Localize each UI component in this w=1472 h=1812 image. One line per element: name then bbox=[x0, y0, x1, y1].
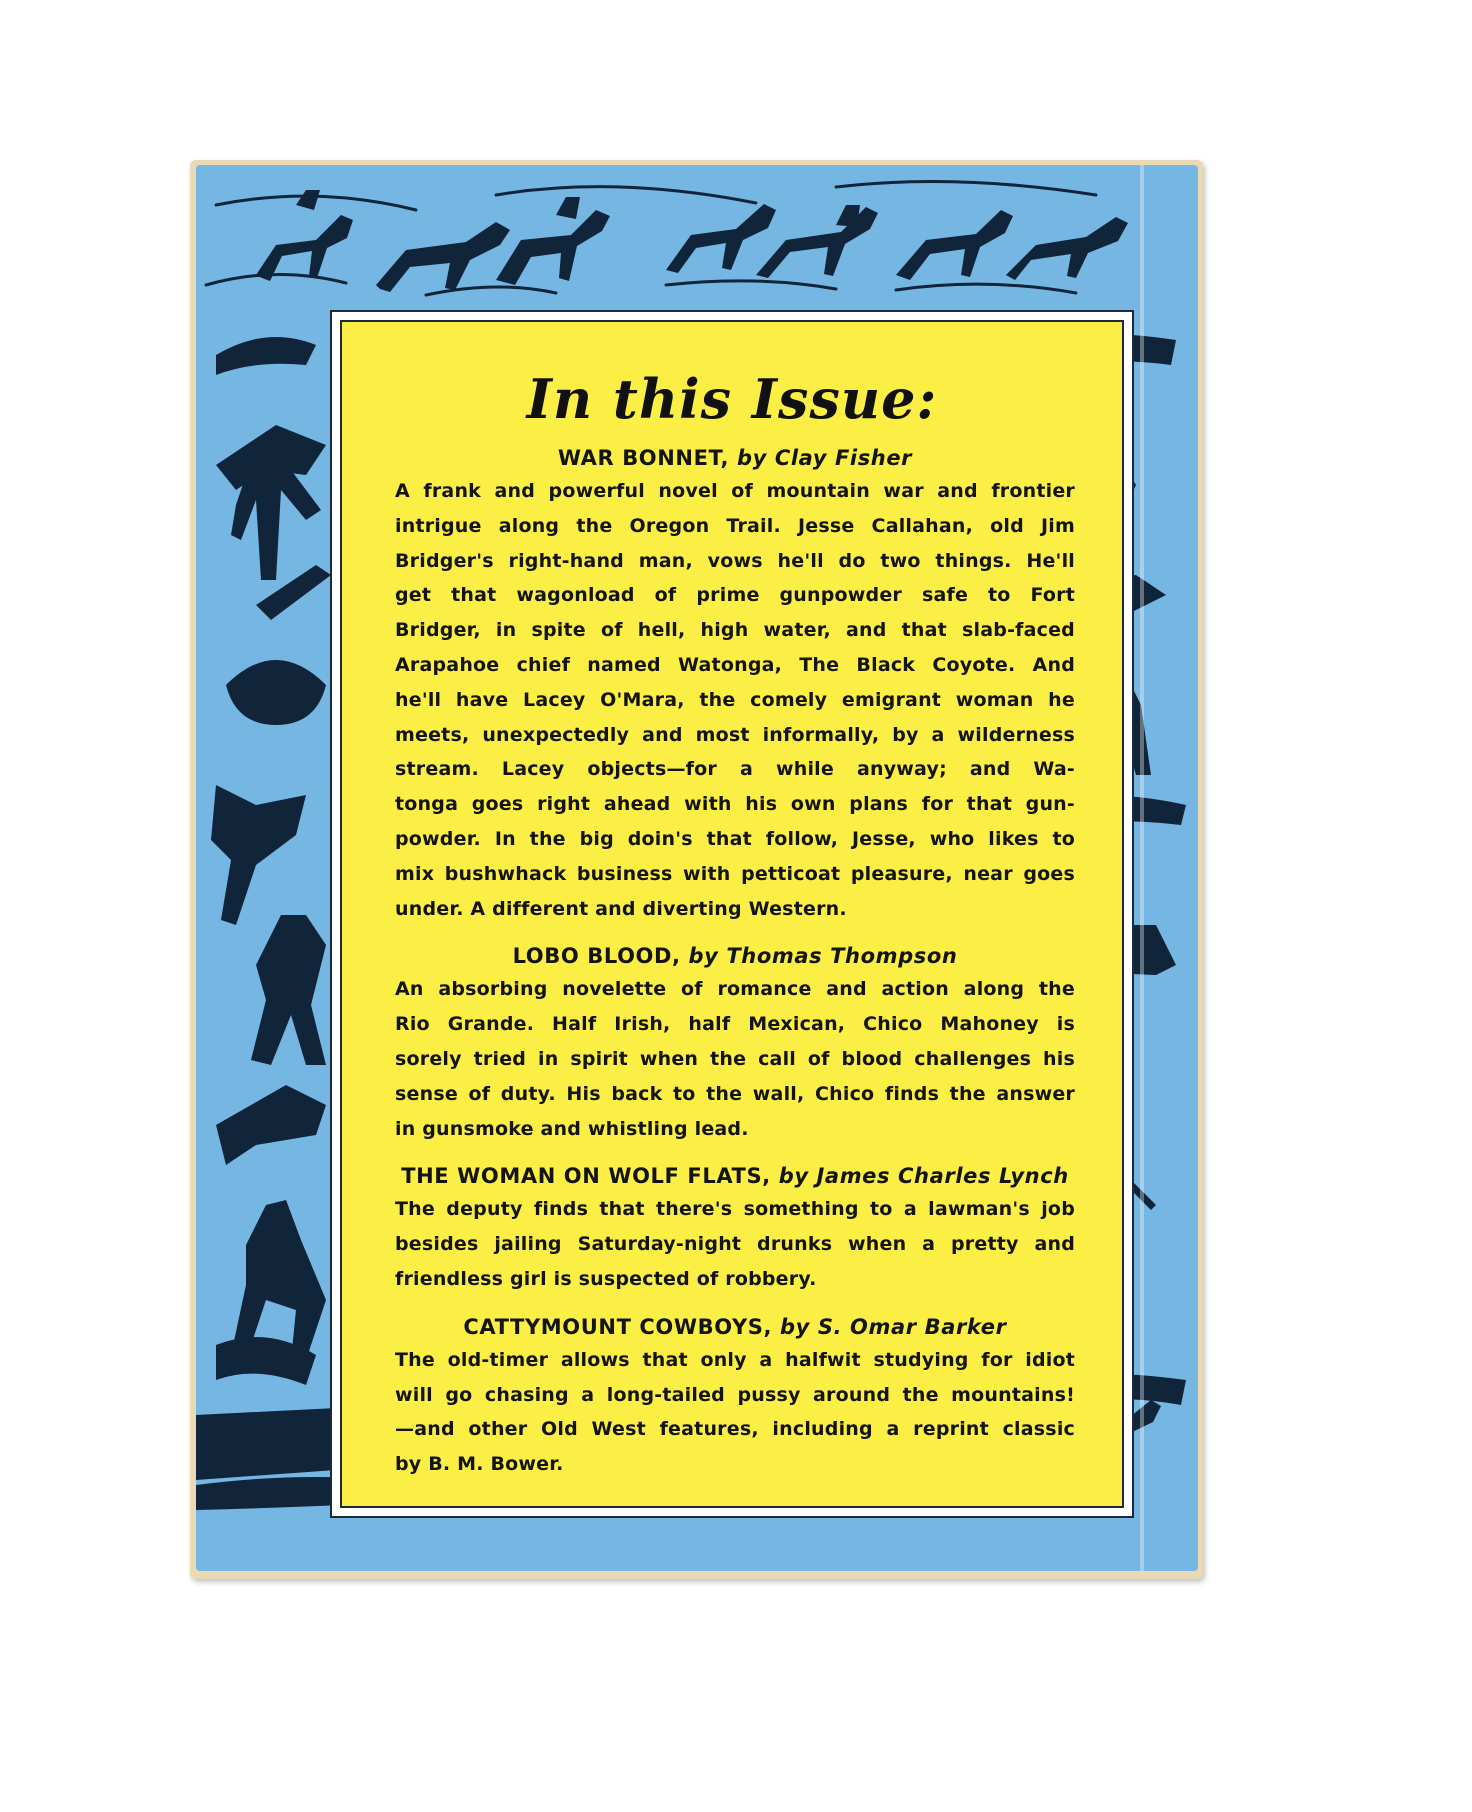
story-heading bbox=[395, 1160, 1075, 1192]
description-line: Rio Grande. Half Irish, half Mexican, Chico Mahoney is bbox=[395, 1013, 1075, 1036]
story-author: by Clay Fisher bbox=[736, 446, 913, 470]
description-line: Bridger's right-hand man, vows he'll do two things. He'll bbox=[395, 549, 1075, 572]
story-entry bbox=[395, 1311, 1075, 1482]
story-list bbox=[395, 442, 1075, 1496]
story-author: by Thomas Thompson bbox=[688, 944, 958, 969]
issue-title: In this Issue: bbox=[526, 367, 938, 431]
description-line: stream. Lacey objects—for a while anyway; and Wa- bbox=[395, 758, 1075, 781]
description-line: —and other Old West features, including a reprint classic bbox=[395, 1418, 1075, 1441]
description-line: by B. M. Bower. bbox=[395, 1453, 564, 1476]
story-title: CATTYMOUNT COWBOYS, bbox=[463, 1314, 773, 1339]
description-line: An absorbing novelette of romance and action along the bbox=[395, 978, 1075, 1001]
description-line: sorely tried in spirit when the call of blood challenges his bbox=[395, 1047, 1075, 1070]
description-line: get that wagonload of prime gunpowder safe to Fort bbox=[395, 584, 1075, 607]
description-line: powder. In the big doin's that follow, Jesse, who likes to bbox=[395, 827, 1075, 850]
story-author: by S. Omar Barker bbox=[779, 1314, 1007, 1339]
story-heading bbox=[395, 1311, 1075, 1343]
story-title: THE WOMAN ON WOLF FLATS, bbox=[401, 1164, 771, 1189]
story-entry bbox=[395, 940, 1075, 1146]
description-line: in gunsmoke and whistling lead. bbox=[395, 1117, 749, 1140]
story-heading bbox=[395, 442, 1075, 474]
story-title: WAR BONNET, bbox=[557, 446, 730, 470]
story-entry bbox=[395, 1160, 1075, 1296]
story-heading bbox=[395, 940, 1075, 972]
contents-panel bbox=[340, 320, 1124, 1508]
description-line: under. A different and diverting Western. bbox=[395, 897, 847, 920]
story-author: by James Charles Lynch bbox=[778, 1164, 1069, 1189]
description-line: mix bushwhack business with petticoat pleasure, near goes bbox=[395, 862, 1075, 885]
description-line: tonga goes right ahead with his own plans for that gun- bbox=[395, 793, 1075, 816]
description-line: meets, unexpectedly and most informally, by a wilderness bbox=[395, 723, 1075, 746]
story-title: LOBO BLOOD, bbox=[512, 944, 681, 969]
story-description bbox=[395, 972, 1075, 1146]
description-line: A frank and powerful novel of mountain war and frontier bbox=[395, 480, 1075, 502]
description-line: intrigue along the Oregon Trail. Jesse Callahan, old Jim bbox=[395, 514, 1075, 537]
description-line: he'll have Lacey O'Mara, the comely emigrant woman he bbox=[395, 688, 1075, 711]
story-description bbox=[395, 474, 1075, 926]
description-line: The deputy finds that there's something to a lawman's job bbox=[395, 1198, 1075, 1221]
description-line: Arapahoe chief named Watonga, The Black Coyote. And bbox=[395, 653, 1075, 676]
description-line: will go chasing a long-tailed pussy around the mountains! bbox=[395, 1383, 1075, 1406]
story-entry bbox=[395, 442, 1075, 926]
description-line: sense of duty. His back to the wall, Chico finds the answer bbox=[395, 1082, 1075, 1105]
description-line: friendless girl is suspected of robbery. bbox=[395, 1267, 817, 1290]
horse-rider-icons bbox=[256, 190, 1128, 292]
description-line: besides jailing Saturday-night drunks when a pretty and bbox=[395, 1233, 1075, 1256]
description-line: The old-timer allows that only a halfwit studying for idiot bbox=[395, 1348, 1075, 1371]
description-line: Bridger, in spite of hell, high water, and that slab-faced bbox=[395, 619, 1075, 642]
spine-crease bbox=[1140, 165, 1144, 1571]
story-description bbox=[395, 1343, 1075, 1482]
left-scenes bbox=[211, 337, 331, 1385]
story-description bbox=[395, 1192, 1075, 1296]
